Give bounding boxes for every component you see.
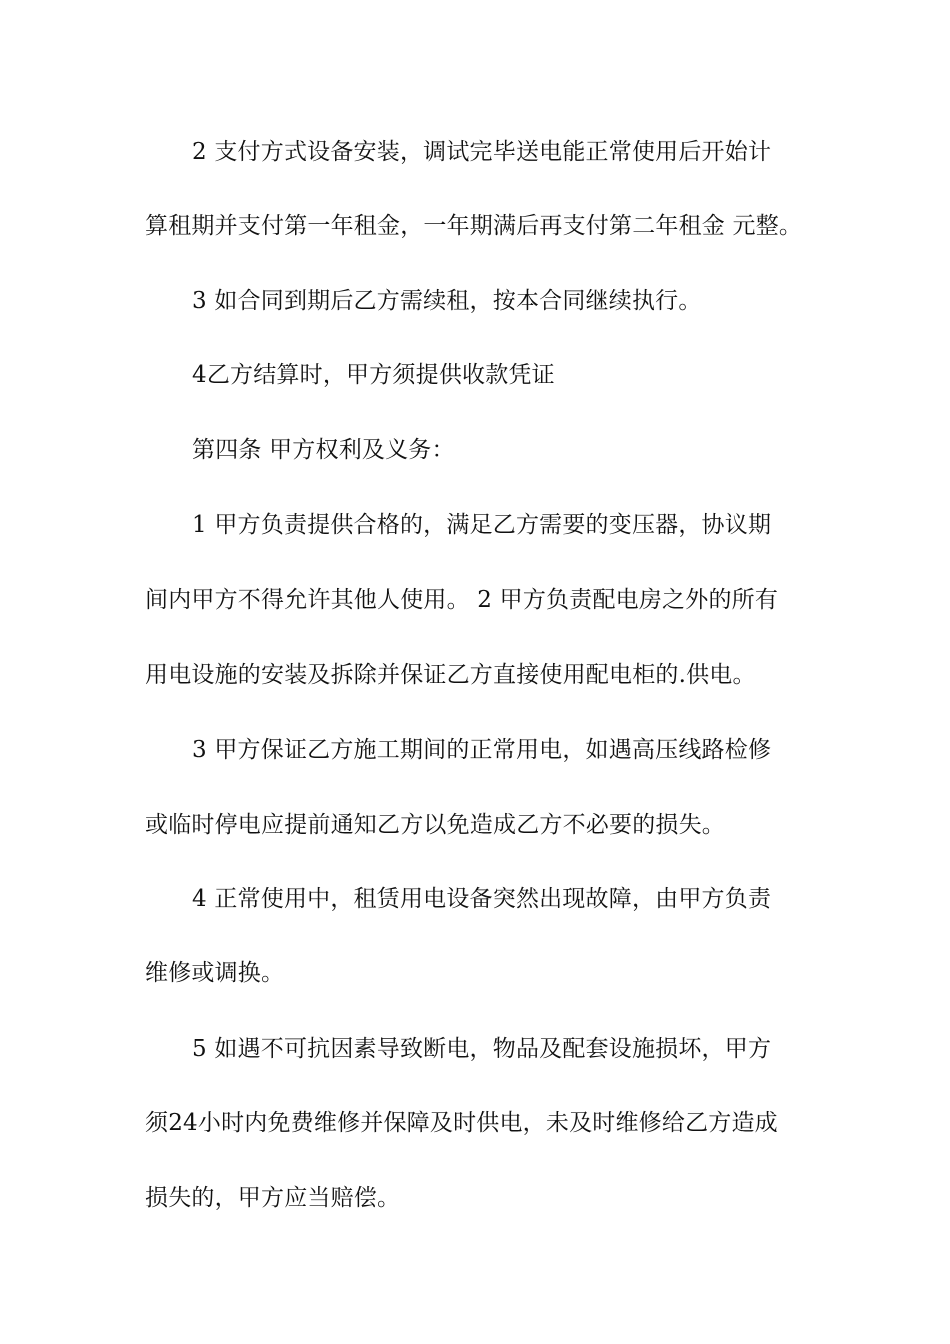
text-line: 4乙方结算时，甲方须提供收款凭证 — [192, 362, 555, 388]
text-line: 3 如合同到期后乙方需续租，按本合同继续执行。 — [192, 288, 702, 314]
section-heading: 第四条 甲方权利及义务： — [192, 437, 455, 463]
text-line: 须24小时内免费维修并保障及时供电，未及时维修给乙方造成 — [145, 1110, 778, 1136]
text-line: 损失的，甲方应当赔偿。 — [145, 1185, 401, 1211]
text-line: 5 如遇不可抗因素导致断电，物品及配套设施损坏，甲方 — [192, 1036, 772, 1062]
text-line: 用电设施的安装及拆除并保证乙方直接使用配电柜的.供电。 — [145, 662, 756, 688]
text-line: 算租期并支付第一年租金，一年期满后再支付第二年租金 元整。 — [145, 213, 803, 239]
text-line: 间内甲方不得允许其他人使用。 2 甲方负责配电房之外的所有 — [145, 587, 779, 613]
text-line: 1 甲方负责提供合格的，满足乙方需要的变压器，协议期 — [192, 512, 772, 538]
text-line: 维修或调换。 — [145, 960, 285, 986]
text-line: 或临时停电应提前通知乙方以免造成乙方不必要的损失。 — [145, 812, 725, 838]
text-line: 3 甲方保证乙方施工期间的正常用电，如遇高压线路检修 — [192, 737, 772, 763]
text-line: 4 正常使用中，租赁用电设备突然出现故障，由甲方负责 — [192, 886, 772, 912]
text-line: 2 支付方式设备安装，调试完毕送电能正常使用后开始计 — [192, 139, 772, 165]
